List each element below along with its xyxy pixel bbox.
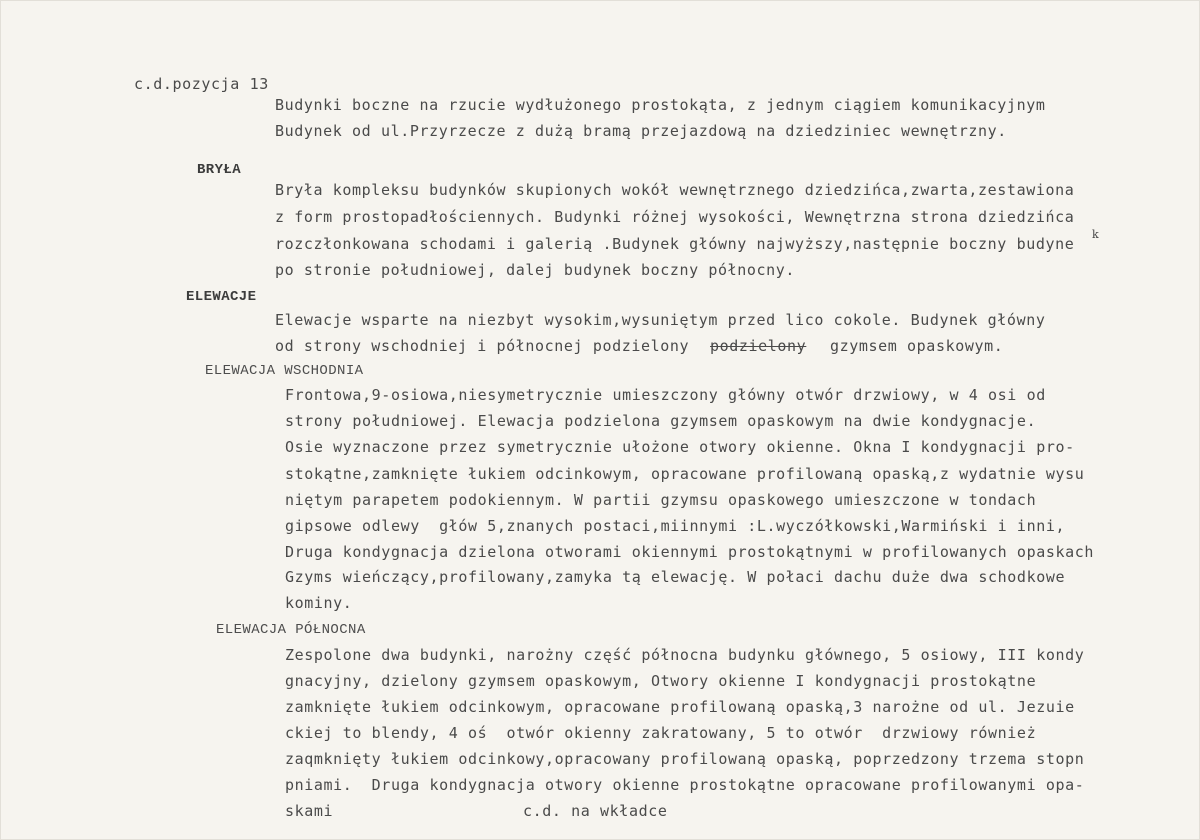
elewacje-line: od strony wschodniej i północnej podzielony [275, 337, 690, 355]
section-heading-wschodnia: ELEWACJA WSCHODNIA [205, 363, 364, 379]
wschodnia-line: Druga kondygnacja dzielona otworami okiennymi prostokątnymi w profilowanych opaskach [285, 543, 1094, 561]
elewacje-line-tail: gzymsem opaskowym. [830, 337, 1004, 355]
polnocna-line: zamknięte łukiem odcinkowym, opracowane profilowaną opaską,3 narożne od ul. Jezuie [285, 698, 1075, 716]
polnocna-line: skami [285, 802, 334, 820]
continuation-note: c.d. na wkładce [523, 802, 668, 820]
intro-line: Budynki boczne na rzucie wydłużonego prostokąta, z jednym ciągiem komunikacyjnym [275, 96, 1046, 114]
polnocna-line: pniami. Druga kondygnacja otwory okienne prostokątne opracowane profilowanymi opa- [285, 776, 1085, 794]
wschodnia-line: niętym parapetem podokiennym. W partii gzymsu opaskowego umieszczone w tondach [285, 491, 1037, 509]
wschodnia-line: Osie wyznaczone przez symetrycznie ułożone otwory okienne. Okna I kondygnacji pro- [285, 438, 1075, 456]
bryla-line: rozczłonkowana schodami i galerią .Budynek główny najwyższy,następnie boczny budyne [275, 235, 1075, 253]
section-heading-polnocna: ELEWACJA PÓŁNOCNA [216, 622, 366, 638]
position-reference: c.d.pozycja 13 [134, 75, 269, 93]
wschodnia-line: stokątne,zamknięte łukiem odcinkowym, opracowane profilowaną opaską,z wydatnie wysu [285, 465, 1085, 483]
polnocna-line: ckiej to blendy, 4 oś otwór okienny zakratowany, 5 to otwór drzwiowy również [285, 724, 1037, 742]
wschodnia-line: gipsowe odlewy głów 5,znanych postaci,miinnymi :L.wyczółkowski,Warmiński i inni, [285, 517, 1066, 535]
section-heading-elewacje: ELEWACJE [186, 289, 257, 305]
wschodnia-line: kominy. [285, 594, 353, 612]
polnocna-line: gnacyjny, dzielony gzymsem opaskowym, Otwory okienne I kondygnacji prostokątne [285, 672, 1037, 690]
wschodnia-line: Frontowa,9-osiowa,niesymetrycznie umieszczony główny otwór drzwiowy, w 4 osi od [285, 386, 1046, 404]
bryla-line: po stronie południowej, dalej budynek boczny północny. [275, 261, 796, 279]
wschodnia-line: Gzyms wieńczący,profilowany,zamyka tą elewację. W połaci dachu duże dwa schodkowe [285, 568, 1066, 586]
struck-out-word: podzielony [710, 337, 807, 355]
section-heading-bryla: BRYŁA [197, 162, 242, 178]
polnocna-line: Zespolone dwa budynki, narożny część północna budynku głównego, 5 osiowy, III kondy [285, 646, 1085, 664]
polnocna-line: zaqmknięty łukiem odcinkowy,opracowany profilowaną opaską, poprzedzony trzema stopn [285, 750, 1085, 768]
bryla-line: Bryła kompleksu budynków skupionych wokół wewnętrznego dziedzińca,zwarta,zestawiona [275, 181, 1075, 199]
bryla-line: z form prostopadłościennych. Budynki różnej wysokości, Wewnętrzna strona dziedzińca [275, 208, 1075, 226]
handwritten-correction: k [1092, 228, 1099, 241]
elewacje-line: Elewacje wsparte na niezbyt wysokim,wysuniętym przed lico cokole. Budynek główny [275, 311, 1046, 329]
wschodnia-line: strony południowej. Elewacja podzielona gzymsem opaskowym na dwie kondygnacje. [285, 412, 1037, 430]
intro-line: Budynek od ul.Przyrzecze z dużą bramą przejazdową na dziedziniec wewnętrzny. [275, 122, 1007, 140]
